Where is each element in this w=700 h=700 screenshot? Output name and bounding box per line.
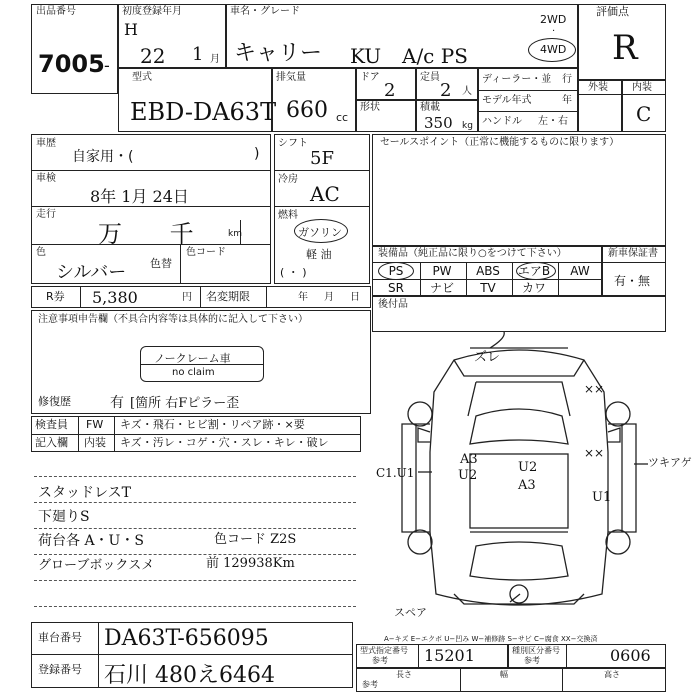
recycle-value: 5,380	[92, 288, 138, 307]
reg-era: H	[124, 20, 138, 39]
post-fit-cell	[372, 296, 666, 332]
ac-label: 冷房	[278, 174, 298, 185]
color-change-label: 色替	[150, 257, 172, 270]
recycle-unit: 円	[182, 292, 192, 303]
mileage-label: 走行	[36, 209, 56, 220]
reg-year: 22	[140, 44, 166, 68]
width-label: 幅	[500, 670, 508, 679]
repair-detail: [箇所 右Fピラー歪	[130, 396, 240, 411]
length-label: 長さ	[396, 670, 412, 679]
diagram-xx-mid: ××	[584, 446, 605, 460]
lot-number: 7005	[38, 50, 105, 78]
doors-label: ドア	[360, 72, 380, 83]
inspection-value: 8年 1月 24日	[90, 187, 189, 206]
sales-points-cell	[372, 134, 666, 246]
interior-label: 内装	[632, 82, 652, 93]
length-sub: 参考	[362, 680, 378, 689]
name-change-day-unit: 日	[350, 292, 360, 303]
fuel-light-oil: 軽 油	[306, 248, 332, 261]
color-label: 色	[36, 247, 46, 258]
load-value: 350	[424, 114, 453, 132]
note-odometer: 前 129938Km	[206, 556, 295, 571]
noclaim-en: no claim	[172, 367, 215, 378]
ac-value: AC	[310, 182, 340, 206]
class-no-value: 0606	[610, 646, 651, 665]
type-no-value: 15201	[424, 646, 475, 665]
shift-value: 5F	[310, 148, 334, 169]
interior-cond-label: 内装	[84, 436, 106, 449]
fuel-gas-circle	[294, 219, 348, 243]
interior-cond-text: キズ・汚レ・コゲ・穴・スレ・キレ・破レ	[120, 436, 329, 449]
note-line-1: スタッドレスT	[38, 485, 131, 501]
noclaim-ja: ノークレーム車	[154, 352, 231, 365]
dealer-label: ディーラー・並	[482, 74, 552, 85]
displacement-label: 排気量	[276, 72, 306, 83]
equipment-ps: PS	[388, 264, 404, 278]
lot-label: 出品番号	[36, 6, 76, 17]
capacity-label: 定員	[420, 72, 440, 83]
history-close: )	[254, 146, 260, 162]
type-label: 型式	[132, 72, 152, 83]
drive-4wd: 4WD	[540, 43, 567, 56]
equipment-aw: AW	[570, 264, 590, 278]
diagram-u2-center: U2	[518, 460, 538, 475]
reg-no-value: 石川 480え6464	[104, 663, 275, 688]
chassis-value: DA63T-656095	[104, 626, 269, 651]
drive-2wd: 2WD	[540, 13, 567, 26]
handle-value: 左・右	[538, 116, 568, 127]
equipment-airbag: エアB	[517, 264, 551, 278]
mileage-value: 万 千	[98, 220, 214, 248]
warranty-value: 有・無	[614, 274, 651, 288]
fuel-label: 燃料	[278, 210, 298, 221]
repair-label: 修復歴	[38, 395, 71, 408]
name-change-year-unit: 年	[298, 292, 308, 303]
mileage-unit: km	[228, 229, 242, 239]
reg-month-unit: 月	[210, 54, 220, 65]
inspection-label: 車検	[36, 173, 56, 184]
class-no-sub: 参考	[524, 656, 540, 665]
repair-mark: 有	[110, 395, 124, 411]
model-name: キャリー	[234, 41, 323, 66]
doors-value: 2	[384, 80, 396, 101]
chassis-label: 車台番号	[38, 631, 82, 644]
handle-label: ハンドル	[482, 116, 522, 127]
height-label: 高さ	[604, 670, 620, 679]
capacity-unit: 人	[462, 86, 472, 97]
equipment-navi: ナビ	[429, 281, 454, 295]
shift-label: シフト	[278, 138, 308, 149]
note-line-3: 荷台各 A・U・S	[38, 533, 144, 549]
exterior-label: 外装	[588, 82, 608, 93]
diagram-legend: A−キズ E−エクボ U−凹み W−補修跡 S−サビ C−腐食 XX−交換済	[384, 635, 598, 643]
diagram-zure: ズレ	[474, 350, 501, 365]
diagram-tsukiage: ツキアゲ	[648, 456, 692, 469]
lot-dash: -	[104, 56, 110, 75]
reg-month: 1	[192, 44, 204, 65]
diagram-a3-center: A3	[518, 478, 536, 493]
displacement-value: 660	[286, 98, 328, 123]
interior-grade: C	[636, 102, 652, 126]
name-change-label: 名変期限	[206, 290, 250, 303]
load-unit: kg	[462, 121, 473, 131]
diagram-u1-right: U1	[592, 490, 612, 505]
grade-options: A/c PS	[402, 44, 468, 68]
diagram-spare: スペア	[394, 606, 427, 619]
history-value: 自家用・(	[72, 149, 134, 165]
drive-4wd-circle	[528, 38, 576, 62]
type-no-sub: 参考	[372, 656, 388, 665]
fw-text: キズ・飛石・ヒビ割・リペア跡・×要	[120, 418, 305, 431]
capacity-value: 2	[440, 80, 452, 101]
equipment-leather: カワ	[521, 281, 546, 295]
note-color-code: 色コード Z2S	[214, 532, 297, 547]
model-grade-label: 車名・グレード	[230, 6, 300, 17]
recycle-row	[31, 286, 371, 308]
class-no-label: 種別区分番号	[512, 646, 560, 655]
equipment-abs: ABS	[476, 264, 500, 278]
rating-value: R	[612, 28, 638, 68]
fuel-paren: ( ・ )	[280, 266, 307, 279]
model-year-label: モデル年式	[482, 95, 532, 106]
equipment-label: 装備品（純正品に限り○をつけて下さい）	[378, 248, 567, 259]
recycle-label: R券	[46, 290, 65, 303]
color-value: シルバー	[56, 262, 127, 283]
type-no-label: 型式指定番号	[360, 646, 408, 655]
diagram-u2-left: U2	[458, 468, 478, 483]
first-reg-label: 初度登録年月	[122, 6, 182, 17]
drive-dot: ·	[552, 26, 556, 37]
rating-label: 評価点	[596, 5, 629, 18]
equipment-tv: TV	[480, 281, 496, 295]
color-code-label: 色コード	[186, 247, 226, 258]
type-value: EBD-DA63T	[130, 98, 277, 126]
inspector-label: 検査員	[35, 418, 68, 431]
notes-label: 注意事項申告欄（不具合内容等は具体的に記入して下さい）	[38, 314, 308, 325]
note-line-4: グローブボックスメ	[38, 558, 155, 573]
fw-label: FW	[86, 418, 104, 431]
name-change-month-unit: 月	[324, 292, 334, 303]
grade: KU	[350, 44, 382, 68]
equipment-ps-circle	[378, 262, 414, 280]
diagram-xx-right: ××	[584, 382, 605, 396]
load-label: 積載	[420, 102, 440, 113]
diagram-a3-left: A3	[460, 452, 478, 467]
displacement-unit: cc	[336, 111, 349, 124]
sales-points-label: セールスポイント（正常に機能するものに限ります）	[380, 137, 620, 148]
history-label: 車歴	[36, 138, 56, 149]
equipment-airbag-circle	[516, 262, 556, 280]
equipment-pw: PW	[432, 264, 452, 278]
car-damage-diagram	[372, 332, 666, 620]
fuel-gas: ガソリン	[298, 226, 342, 239]
shape-label: 形状	[360, 102, 380, 113]
model-year-unit: 年	[562, 95, 572, 106]
warranty-label: 新車保証書	[608, 248, 658, 259]
post-fit-label: 後付品	[378, 299, 408, 310]
entry-label: 記入欄	[35, 436, 68, 449]
equipment-sr: SR	[388, 281, 404, 295]
dealer-mark: 行	[562, 74, 572, 85]
diagram-left-c1u1: C1.U1	[376, 466, 415, 480]
note-line-2: 下廻りS	[38, 509, 90, 525]
reg-no-label: 登録番号	[38, 663, 82, 676]
